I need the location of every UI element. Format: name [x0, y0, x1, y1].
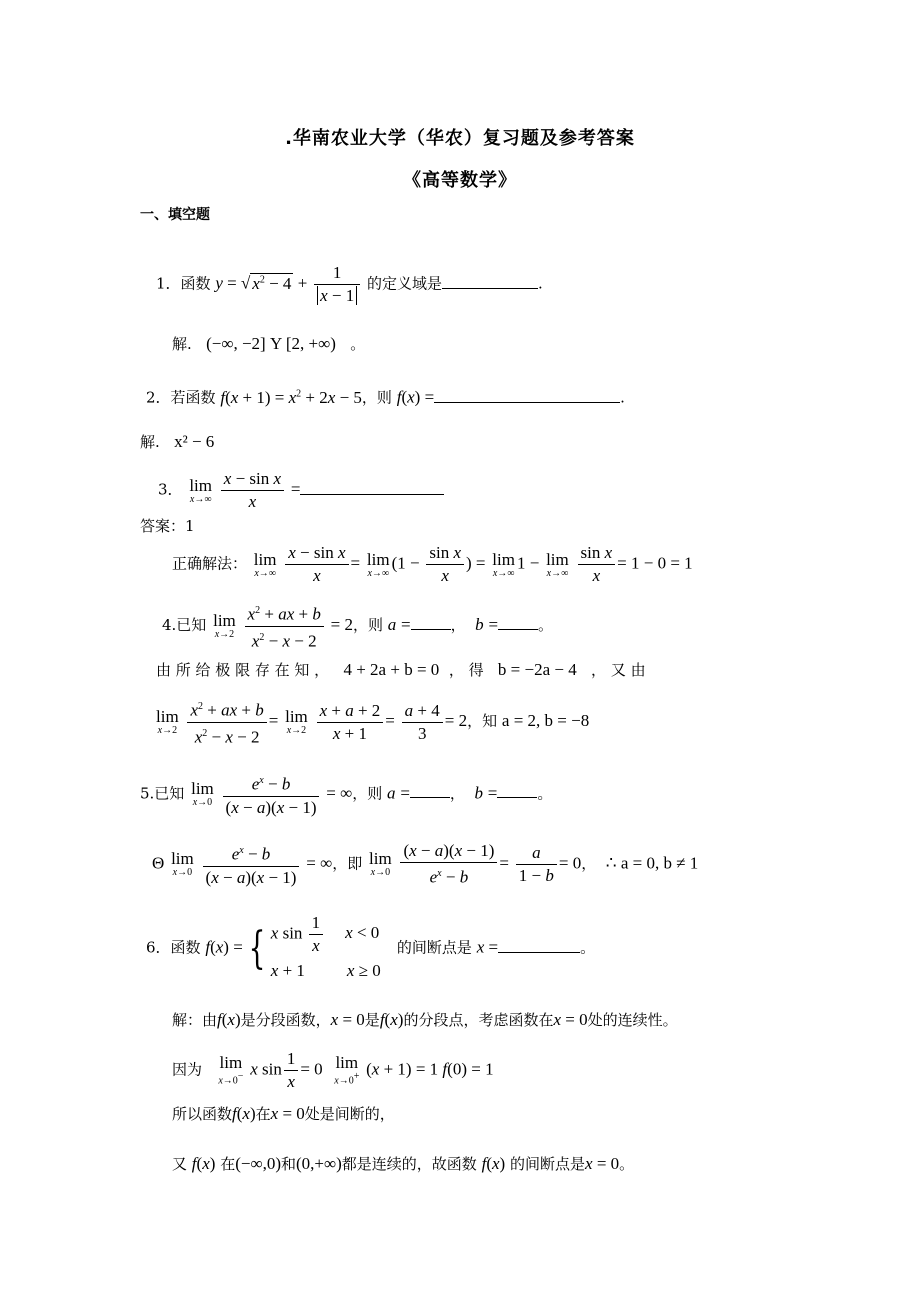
q5-end: 。 [537, 784, 553, 803]
q6-solution-3: 所以函数f(x)在x = 0处是间断的， [172, 1104, 395, 1123]
q6-l4b: 在 [220, 1155, 236, 1173]
q2-mid: ，则 [361, 388, 392, 407]
question-3: 3． lim x→∞ $\frac{\text{x − sin x}}{x}$ = [158, 468, 444, 513]
q2-ans-label: 解. [140, 433, 160, 451]
q6-label: 6．函数 [146, 938, 201, 957]
q4-end: 。 [538, 616, 554, 635]
question-6: 6．函数 f(x) = { x sin $\frac{1}{x}$ x < 0 x + 1 x ≥ 0 的间断点是 x = 。 [146, 913, 596, 980]
q5-therefore: ∴ a = 0, b ≠ 1 [605, 853, 699, 873]
q1-ans-tail: 。 [350, 335, 366, 353]
q4-reason-2: lim x→2 $\frac{x^2 + ax + b}{x^2 - x - 2}$ = lim x→2 $\frac{x + a + 2}{x + 1}$ = $\frac{a + 4}{3}$ = 2，知 a = 2, b = −8 [154, 696, 589, 748]
q4-s1: 由 所 给 极 限 存 在 知 ， [156, 661, 330, 679]
q5-then: ，则 [352, 784, 383, 803]
question-1: 1．函数 y = √ $x^2 - 4$ + $\frac{1}{x - 1}$ 的定义域是 . [156, 263, 543, 305]
q6-l3: 所以函数 [172, 1105, 233, 1123]
q4-s2: ， 得 [448, 661, 484, 679]
q1-ans: (−∞, −2] Υ [2, +∞) [206, 334, 336, 353]
q1-ans-label: 解. [172, 335, 192, 353]
q6-solution-4: 又 f(x) 在(−∞,0)和(0,+∞)都是连续的，故函数 f(x) 的间断点是x = 0。 [172, 1154, 635, 1173]
q6-l4e: 的间断点是 [510, 1155, 586, 1173]
q6-l4d: 都是连续的，故函数 [341, 1155, 477, 1173]
q6-solution-1: 解：由f(x)是分段函数，x = 0是f(x)的分段点，考虑函数在x = 0处的连续性。 [172, 1010, 678, 1029]
q6-l1d: 的分段点，考虑函数在 [403, 1011, 554, 1029]
q6-l4f: 。 [619, 1155, 635, 1173]
q6-l2: 因为 [172, 1060, 203, 1079]
q6-l1b: 是分段函数， [240, 1011, 331, 1029]
question-5: 5.已知 lim x→0 $\frac{e^x - b}{(x - a)(x - 1)}$ = ∞，则 a = ， b = 。 [140, 770, 552, 819]
answer-3: 答案：1 [140, 517, 195, 535]
q5-reason: Θ lim x→0 $\frac{e^x - b}{(x - a)(x - 1)}$ = ∞，即 lim x→0 $\frac{(x - a)(x - 1)}{e^x - b}$ = $\frac{a}{1 - b}$ = 0， ∴ a = 0, b ≠ 1 [152, 841, 699, 887]
page-title: .华南农业大学（华农）复习题及参考答案 [285, 128, 635, 149]
answer-2 [140, 432, 214, 452]
q4-know: ，知 [467, 712, 498, 731]
q2-ans: x² − 6 [174, 432, 215, 451]
section-heading: 一、填空题 [140, 207, 210, 223]
q6-l1e: 处的连续性。 [587, 1011, 678, 1029]
q6-l4c: 和 [281, 1155, 297, 1173]
question-4: 4.已知 lim x→2 $\frac{x^2 + ax + b}{x^2 - x - 2}$ = 2，则 a = ， b = 。 [162, 600, 553, 652]
question-2: 2．若函数 $f(x + 1) = x^2 + 2x - 5$，则 f(x) = . [146, 387, 625, 407]
q3-method: 正确解法： [172, 554, 248, 573]
method-3: 正确解法： lim x→∞ $\frac{\text{x − sin x}}{x}$ = lim x→∞ (1 − $\frac{\text{sin x}}{x}$ ) = lim x→∞ 1 − lim x→∞ $\frac{\text{sin x}}{x}$ = 1 − 0 = 1 [172, 543, 693, 585]
q4-s1m: 4 + 2a + b = 0 [343, 660, 440, 679]
page-subtitle: 《高等数学》 [403, 170, 517, 191]
q4-reason-1 [156, 660, 646, 680]
q6-l1c: 是 [364, 1011, 380, 1029]
answer-1 [172, 334, 365, 354]
q3-label: 3． [158, 480, 183, 499]
q6-l3b: 在 [255, 1105, 271, 1123]
q6-solution-2: 因为 lim x→0− x sin $\frac{1}{x}$ = 0 lim x→0+ (x + 1) = 1 f(0) = 1 [172, 1049, 494, 1091]
q4-s2m: b = −2a − 4 [497, 660, 577, 679]
q5-label: 5.已知 [140, 784, 185, 803]
q5-ie: ，即 [332, 854, 363, 873]
q4-s3: ， 又 由 [591, 661, 646, 679]
q6-end: 。 [580, 938, 596, 957]
q1-tail: 的定义域是 [366, 274, 442, 293]
q6-l4: 又 [172, 1155, 188, 1173]
q5-sym: Θ [152, 853, 165, 873]
q4-label: 4.已知 [162, 616, 207, 635]
q2-label: 2．若函数 [146, 388, 216, 407]
q1-label: 1．函数 [156, 274, 211, 293]
q6-l3c: 处是间断的， [304, 1105, 395, 1123]
q6-tail: 的间断点是 [396, 938, 472, 957]
q4-result: a = 2, b = −8 [501, 711, 590, 731]
q6-l1: 解：由 [172, 1011, 218, 1029]
q4-then: ，则 [352, 616, 383, 635]
